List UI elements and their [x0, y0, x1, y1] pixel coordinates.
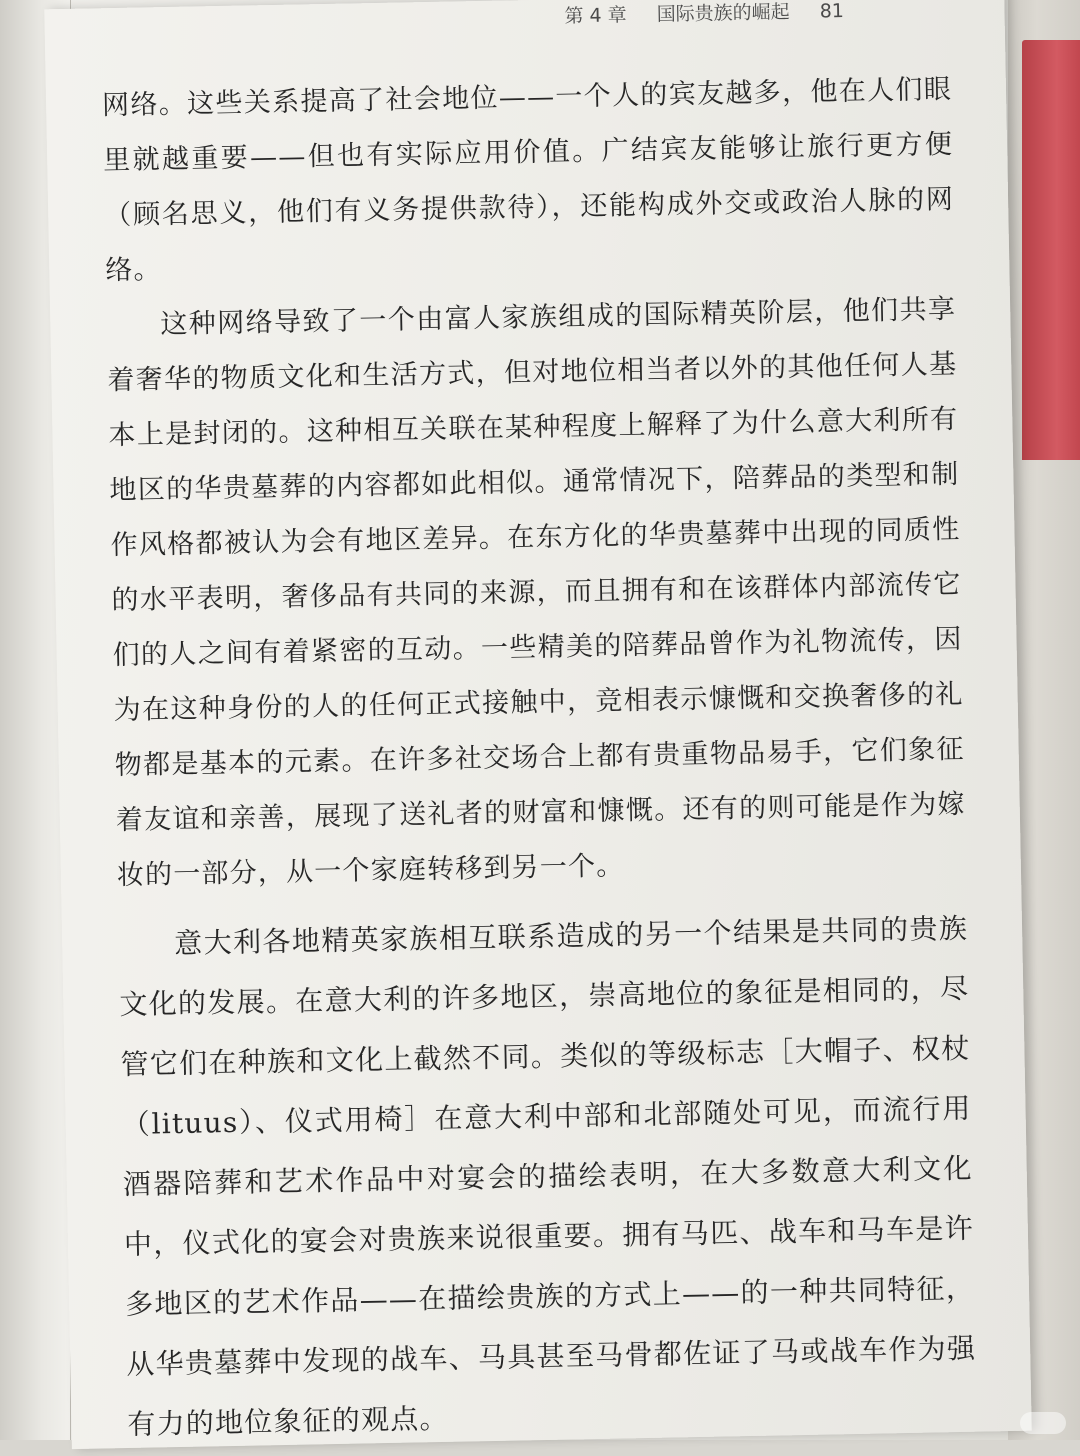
body-text [102, 62, 978, 1455]
running-header [564, 0, 868, 28]
book-page [44, 0, 1031, 1449]
paragraph-2: 这种网络导致了一个由富人家族组成的国际精英阶层，他们共享着奢华的物质文化和生活方式，但对地位相当者以外的其他任何人基本上是封闭的。这种相互关联在某种程度上解释了为什么意大利所有地区的华贵墓葬的内容都如此相似。通常情况下，陪葬品的类型和制作风格都被认为会有地区差异。在东方化的华贵墓葬中出现的同质性的水平表明，奢侈品有共同的来源，而且拥有和在该群体内部流传它们的人之间有着紧密的互动。一些精美的陪葬品曾作为礼物流传，因为在这种身份的人的任何正式接触中，竞相表示慷慨和交换奢侈的礼物都是基本的元素。在许多社交场合上都有贵重物品易手，它们象征着友谊和亲善，展现了送礼者的财富和慷慨。还有的则可能是作为嫁妆的一部分，从一个家庭转移到另一个。 [107, 293, 966, 892]
red-book-cover [1022, 40, 1080, 460]
chapter-label: 第 4 章 [564, 4, 627, 28]
paragraph-1: 网络。这些关系提高了社会地位——一个人的宾友越多，他在人们眼里就越重要——但也有实际应用价值。广结宾友能够让旅行更方便（顾名思义，他们有义务提供款待），还能构成外交或政治人脉的网络。 [101, 73, 955, 287]
page-number: 81 [819, 0, 845, 23]
paragraph-3: 意大利各地精英家族相互联系造成的另一个结果是共同的贵族文化的发展。在意大利的许多地区，崇高地位的象征是相同的，尽管它们在种族和文化上截然不同。类似的等级标志［大帽子、权杖（lituus）、仪式用椅］在意大利中部和北部随处可见，而流行用酒器陪葬和艺术作品中对宴会的描绘表明，在大多数意大利文化中，仪式化的宴会对贵族来说很重要。拥有马匹、战车和马车是许多地区的艺术作品——在描绘贵族的方式上——的一种共同特征，从华贵墓葬中发现的战车、马具甚至马骨都佐证了马或战车作为强有力的地位象征的观点。 [119, 911, 977, 1442]
chapter-title: 国际贵族的崛起 [656, 1, 790, 26]
watermark-badge [1020, 1412, 1066, 1434]
